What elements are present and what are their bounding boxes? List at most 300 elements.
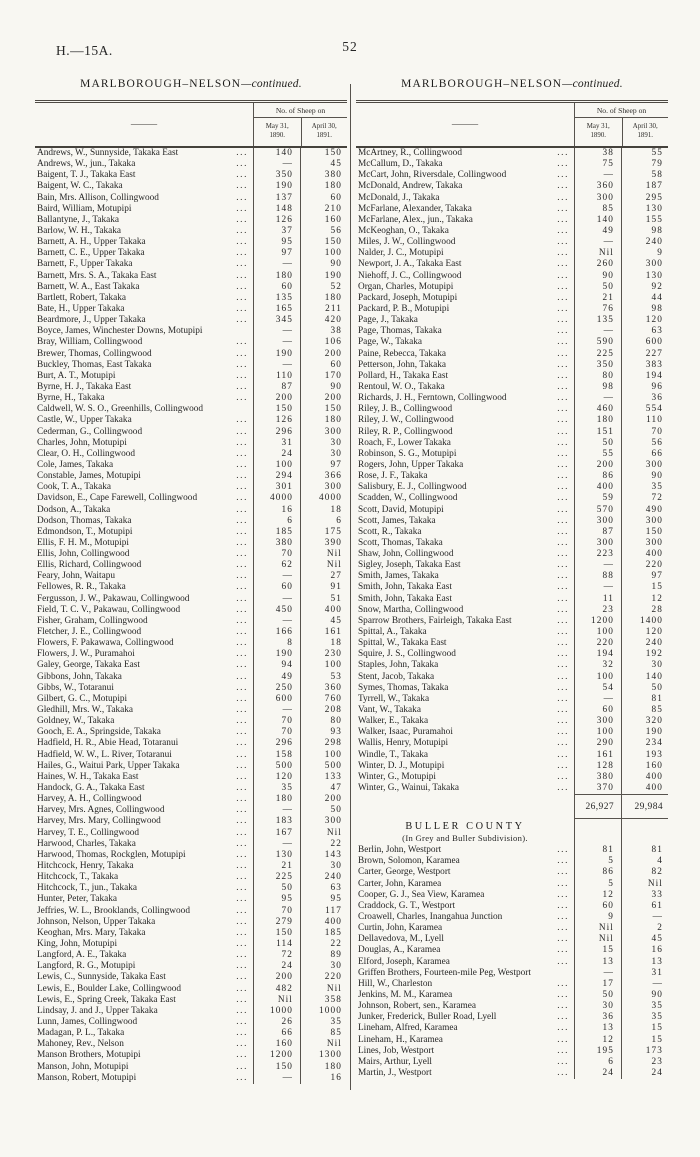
- header-col2-line1: April 30,: [311, 123, 337, 131]
- leader-dots: ...: [557, 638, 569, 649]
- leader-dots: ...: [557, 705, 569, 716]
- leader-dots: ...: [557, 214, 569, 225]
- owner-name-text: Rose, J. F., Takaka: [358, 471, 428, 482]
- table-row: [356, 1001, 668, 1012]
- sheep-count-1891: 760: [300, 694, 347, 705]
- table-row: [356, 170, 668, 181]
- leader-dots: ...: [236, 248, 248, 259]
- leader-dots: ...: [557, 671, 569, 682]
- owner-name: [35, 170, 253, 181]
- header-sheep-group: [574, 103, 668, 146]
- sheep-count-1890: 6: [574, 1057, 621, 1068]
- sheep-count-1891: 91: [300, 582, 347, 593]
- sheep-count-1890: 49: [574, 226, 621, 237]
- sheep-count-1890: 180: [574, 415, 621, 426]
- sheep-count-1890: 95: [253, 894, 300, 905]
- owner-name: [35, 482, 253, 493]
- owner-name-text: Hadfield, H. R., Abie Head, Totaranui: [37, 738, 179, 749]
- table-row: [35, 750, 347, 761]
- county-heading: BULLER COUNTY: [405, 821, 525, 833]
- owner-name-text: Croawell, Charles, Inangahua Junction: [358, 912, 503, 922]
- table-row: [35, 259, 347, 270]
- table-row: [35, 894, 347, 905]
- sheep-count-1891: 35: [300, 1017, 347, 1028]
- sheep-count-1890: 16: [253, 505, 300, 516]
- owner-name-text: Barnett, F., Upper Takaka: [37, 259, 133, 270]
- owner-name: [356, 856, 574, 867]
- header-col1-line1: May 31,: [586, 123, 610, 131]
- header-col-april-1891: [622, 118, 669, 146]
- table-row: [35, 727, 347, 738]
- leader-dots: ...: [557, 593, 569, 604]
- table-row: [356, 527, 668, 538]
- leader-dots: ...: [236, 1061, 248, 1072]
- sheep-count-1891: —: [621, 979, 668, 990]
- sheep-count-1890: 87: [253, 382, 300, 393]
- table-row: [356, 204, 668, 215]
- sheep-count-1890: 110: [253, 371, 300, 382]
- sheep-count-1890: —: [574, 694, 621, 705]
- owner-name-text: Johnson, Nelson, Upper Takaka: [37, 916, 156, 927]
- owner-name: [356, 716, 574, 727]
- owner-name: [35, 1062, 253, 1073]
- table-row: [35, 705, 347, 716]
- owner-name-text: Scadden, W., Collingwood: [358, 493, 458, 504]
- sheep-count-1891: 227: [621, 349, 668, 360]
- leader-dots: ...: [557, 912, 569, 922]
- owner-name-text: Burt, A. T., Motupipi: [37, 370, 116, 381]
- sheep-count-1891: 27: [300, 571, 347, 582]
- owner-name-text: Handock, G. A., Takaka East: [37, 783, 145, 794]
- sheep-count-1891: 150: [300, 404, 347, 415]
- table-title-region: MARLBOROUGH–NELSON: [80, 78, 242, 90]
- table-row: [35, 170, 347, 181]
- owner-name: [356, 282, 574, 293]
- table-row: [356, 293, 668, 304]
- right-column: [356, 78, 668, 1079]
- leader-dots: ...: [557, 956, 569, 967]
- owner-name-text: Flowers, J. W., Puramahoi: [37, 649, 135, 660]
- owner-name: [356, 415, 574, 426]
- leader-dots: ...: [557, 493, 569, 504]
- table-row: [35, 326, 347, 337]
- owner-name-text: Jenkins, M. M., Karamea: [358, 989, 453, 1000]
- sheep-count-1890: 300: [574, 193, 621, 204]
- owner-name: [35, 605, 253, 616]
- sheep-count-1890: 5: [574, 856, 621, 867]
- column-divider-rule: [350, 84, 351, 1090]
- sheep-count-1891: 383: [621, 360, 668, 371]
- table-row: [356, 259, 668, 270]
- leader-dots: ...: [236, 861, 248, 871]
- sheep-count-1890: 148: [253, 204, 300, 215]
- sheep-count-1890: 21: [253, 861, 300, 872]
- owner-name-text: Berlin, John, Westport: [358, 845, 442, 856]
- leader-dots: ...: [557, 471, 569, 482]
- owner-name: [35, 850, 253, 861]
- table-row: [35, 839, 347, 850]
- leader-dots: ...: [236, 504, 248, 515]
- sheep-count-1891: 63: [621, 326, 668, 337]
- sheep-count-1891: 185: [300, 928, 347, 939]
- owner-name: [35, 404, 253, 415]
- table-row: [35, 1039, 347, 1050]
- table-row: [35, 995, 347, 1006]
- sheep-count-1890: 260: [574, 259, 621, 270]
- owner-name: [35, 349, 253, 360]
- sheep-count-1891: 13: [621, 957, 668, 968]
- owner-name-text: Hadfield, W. W., L. River, Totaranui: [37, 749, 172, 760]
- sheep-count-1891: 130: [621, 204, 668, 215]
- leader-dots: ...: [236, 181, 248, 192]
- table-row: [35, 248, 347, 259]
- owner-name: [356, 193, 574, 204]
- sheep-count-1891: 1400: [621, 616, 668, 627]
- owner-name: [356, 968, 574, 979]
- sheep-count-1891: 143: [300, 850, 347, 861]
- owner-name: [356, 1068, 574, 1079]
- owner-name: [35, 972, 253, 983]
- sheep-count-1890: 24: [253, 449, 300, 460]
- owner-name: [35, 282, 253, 293]
- table-row: [356, 761, 668, 772]
- sheep-count-1890: 70: [253, 716, 300, 727]
- sheep-count-1890: —: [253, 1073, 300, 1084]
- owner-name-text: McFarlane, Alex., jun., Takaka: [358, 214, 473, 225]
- leader-dots: ...: [236, 671, 248, 682]
- table-row: [35, 371, 347, 382]
- table-row: [35, 1017, 347, 1028]
- owner-name: [356, 867, 574, 878]
- sheep-count-1891: 300: [621, 516, 668, 527]
- owner-name-text: Spittal, A., Takaka: [358, 627, 427, 638]
- owner-name-text: Hitchcock, T., Takaka: [37, 872, 119, 883]
- owner-name-text: Vant, W., Takaka: [358, 705, 421, 716]
- owner-name-text: Barnett, C. E., Upper Takaka: [37, 248, 145, 259]
- sheep-count-1890: 81: [574, 845, 621, 856]
- sheep-count-1890: 400: [574, 482, 621, 493]
- leader-dots: ...: [236, 437, 248, 448]
- sheep-count-1890: —: [253, 594, 300, 605]
- sheep-count-1891: 15: [621, 582, 668, 593]
- sheep-count-1890: 87: [574, 527, 621, 538]
- sheep-count-1891: 61: [621, 901, 668, 912]
- owner-name: [356, 360, 574, 371]
- owner-name: [35, 906, 253, 917]
- sheep-count-1890: 165: [253, 304, 300, 315]
- leader-dots: ...: [236, 927, 248, 938]
- sheep-count-1890: 35: [253, 783, 300, 794]
- table-row: [35, 571, 347, 582]
- sheep-count-1890: —: [574, 968, 621, 979]
- sheep-count-1890: 50: [574, 990, 621, 1001]
- leader-dots: ...: [236, 1050, 248, 1061]
- owner-name: [356, 293, 574, 304]
- sheep-count-1890: 158: [253, 750, 300, 761]
- table-row: [356, 616, 668, 627]
- table-row: [356, 979, 668, 990]
- table-row: [356, 934, 668, 945]
- owner-name-text: Smith, John, Takaka East: [358, 593, 452, 604]
- owner-name: [35, 750, 253, 761]
- owner-name-text: Packard, Joseph, Motupipi: [358, 292, 458, 303]
- table-row: [35, 237, 347, 248]
- leader-dots: ...: [236, 482, 248, 493]
- owner-name: [356, 912, 574, 923]
- leader-dots: ...: [236, 615, 248, 626]
- sheep-count-1891: 240: [621, 638, 668, 649]
- sheep-count-1890: 70: [253, 906, 300, 917]
- table-row: [356, 867, 668, 878]
- leader-dots: ...: [557, 1067, 569, 1078]
- table-row: [35, 538, 347, 549]
- owner-name-text: Cook, T. A., Takaka: [37, 482, 111, 493]
- sheep-count-1891: 24: [621, 1068, 668, 1079]
- owner-name: [356, 1012, 574, 1023]
- owner-name-text: Manson, John, Motupipi: [37, 1061, 129, 1072]
- sheep-count-1890: 500: [253, 761, 300, 772]
- sheep-count-1891: 90: [621, 990, 668, 1001]
- sheep-count-1890: 150: [253, 928, 300, 939]
- sheep-count-1891: 500: [300, 761, 347, 772]
- sheep-count-1890: —: [574, 393, 621, 404]
- owner-name-text: Elford, Joseph, Karamea: [358, 956, 450, 967]
- owner-name: [35, 181, 253, 192]
- sheep-count-1891: 81: [621, 694, 668, 705]
- table-row: [356, 901, 668, 912]
- table-row: [356, 694, 668, 705]
- page-number: 52: [342, 39, 358, 54]
- leader-dots: ...: [557, 348, 569, 359]
- owner-name: [35, 315, 253, 326]
- sheep-count-1890: 150: [253, 404, 300, 415]
- sheep-count-1891: 200: [300, 794, 347, 805]
- owner-name: [35, 337, 253, 348]
- owner-name: [356, 879, 574, 890]
- sheep-count-1890: 86: [574, 471, 621, 482]
- owner-name-text: Brewer, Thomas, Collingwood: [37, 348, 152, 359]
- owner-name: [35, 259, 253, 270]
- total-1891: 29,984: [621, 794, 668, 819]
- sheep-count-1891: 30: [300, 961, 347, 972]
- sheep-count-1891: 38: [300, 326, 347, 337]
- sheep-count-1891: 211: [300, 304, 347, 315]
- owner-name-text: Baird, William, Motupipi: [37, 203, 132, 214]
- header-name-dash: —: [131, 119, 157, 130]
- owner-name: [35, 527, 253, 538]
- owner-name-text: Dodson, A., Takaka: [37, 504, 111, 515]
- leader-dots: ...: [557, 303, 569, 314]
- header-sheep-label: No. of Sheep on: [575, 103, 668, 118]
- table-row: [356, 1068, 668, 1079]
- owner-name-text: Carter, George, Westport: [358, 867, 451, 878]
- owner-name: [35, 560, 253, 571]
- owner-name-text: Smith, John, Takaka East: [358, 582, 452, 593]
- subdivision-note: (In Grey and Buller Subdivision).: [402, 832, 528, 843]
- owner-name: [356, 945, 574, 956]
- sheep-count-1891: Nil: [300, 984, 347, 995]
- owner-name-text: Clear, O. H., Collingwood: [37, 448, 136, 459]
- sheep-count-1891: 60: [300, 193, 347, 204]
- owner-name-text: Baigent, T. J., Takaka East: [37, 170, 136, 181]
- table-row: [35, 505, 347, 516]
- sheep-count-1891: 44: [621, 293, 668, 304]
- sheep-count-1890: 60: [574, 901, 621, 912]
- owner-name-text: Galey, George, Takaka East: [37, 660, 140, 671]
- leader-dots: ...: [236, 237, 248, 248]
- owner-name: [356, 148, 574, 159]
- sheep-count-1890: 135: [574, 315, 621, 326]
- sheep-count-1891: 30: [621, 660, 668, 671]
- sheep-count-1891: 52: [300, 282, 347, 293]
- sheep-count-1891: 56: [300, 226, 347, 237]
- table-row: [35, 393, 347, 404]
- leader-dots: ...: [557, 760, 569, 771]
- leader-dots: ...: [236, 560, 248, 571]
- sheep-count-1891: 15: [621, 1035, 668, 1046]
- total-1890: 26,927: [574, 794, 621, 819]
- owner-name-text: Goldney, W., Takaka: [37, 716, 115, 727]
- sheep-count-1890: 23: [574, 605, 621, 616]
- table-row: [35, 794, 347, 805]
- sheep-count-1890: 38: [574, 148, 621, 159]
- owner-name-text: Curtin, John, Karamea: [358, 923, 443, 934]
- table-row: [35, 438, 347, 449]
- owner-name: [356, 683, 574, 694]
- table-row: [35, 1050, 347, 1061]
- header-col-may-1890: [575, 118, 622, 146]
- sheep-count-1891: 82: [621, 867, 668, 878]
- table-row: [35, 783, 347, 794]
- owner-name-text: Richards, J. H., Ferntown, Collingwood: [358, 393, 507, 404]
- table-row: [35, 427, 347, 438]
- owner-name-text: Edmondson, T., Motupipi: [37, 526, 133, 537]
- table-row: [35, 950, 347, 961]
- table-row: [35, 861, 347, 872]
- table-row: [356, 215, 668, 226]
- sheep-count-1890: —: [574, 560, 621, 571]
- table-row: [356, 638, 668, 649]
- table-row: [356, 471, 668, 482]
- owner-name: [35, 415, 253, 426]
- sheep-count-1890: 160: [253, 1039, 300, 1050]
- sheep-count-1890: 180: [253, 271, 300, 282]
- leader-dots: ...: [557, 571, 569, 582]
- sheep-count-1891: 45: [300, 159, 347, 170]
- owner-name: [356, 215, 574, 226]
- owner-name-text: Lindsay, J. and J., Upper Takaka: [37, 1005, 158, 1016]
- leader-dots: ...: [236, 214, 248, 225]
- owner-name: [35, 761, 253, 772]
- table-row: [356, 404, 668, 415]
- sheep-count-1890: Nil: [574, 923, 621, 934]
- sheep-count-1891: 192: [621, 649, 668, 660]
- sheep-count-1891: 173: [621, 1046, 668, 1057]
- owner-name-text: Harvey, Mrs. Mary, Collingwood: [37, 816, 161, 827]
- owner-name-text: Barnett, Mrs. S. A., Takaka East: [37, 270, 157, 281]
- sheep-count-1890: —: [253, 839, 300, 850]
- table-row: [356, 845, 668, 856]
- owner-name: [35, 204, 253, 215]
- leader-dots: ...: [557, 749, 569, 760]
- table-row: [356, 549, 668, 560]
- sheep-count-1890: 11: [574, 594, 621, 605]
- leader-dots: ...: [557, 381, 569, 392]
- table-row: [35, 193, 347, 204]
- sheep-count-1890: 570: [574, 505, 621, 516]
- sheep-count-1890: 88: [574, 571, 621, 582]
- owner-name: [35, 1006, 253, 1017]
- owner-name-text: McKeoghan, O., Takaka: [358, 225, 449, 236]
- table-row: [356, 945, 668, 956]
- leader-dots: ...: [236, 1005, 248, 1016]
- leader-dots: ...: [557, 615, 569, 626]
- sheep-count-1891: 45: [621, 934, 668, 945]
- owner-name-text: Gibbons, John, Takaka: [37, 671, 122, 682]
- sheep-count-1891: 400: [621, 772, 668, 783]
- leader-dots: ...: [557, 326, 569, 337]
- sheep-count-1890: 31: [253, 438, 300, 449]
- sheep-count-1890: 150: [253, 1062, 300, 1073]
- leader-dots: ...: [557, 192, 569, 203]
- sheep-count-1891: 300: [300, 482, 347, 493]
- owner-name: [35, 326, 253, 337]
- table-row: [356, 571, 668, 582]
- table-title-continued: —continued.: [562, 78, 623, 90]
- table-header: [356, 103, 668, 148]
- leader-dots: ...: [236, 203, 248, 214]
- table-row: [35, 649, 347, 660]
- owner-name-text: Carter, John, Karamea: [358, 878, 442, 889]
- sheep-count-1891: 300: [621, 460, 668, 471]
- owner-name-text: Langford, A. E., Takaka: [37, 950, 127, 961]
- table-row: [356, 337, 668, 348]
- table-row: [35, 828, 347, 839]
- sheep-count-1891: 33: [621, 890, 668, 901]
- table-row: [35, 939, 347, 950]
- owner-name: [356, 672, 574, 683]
- leader-dots: ...: [236, 259, 248, 270]
- sheep-count-1890: 85: [574, 204, 621, 215]
- owner-name: [35, 917, 253, 928]
- sheep-count-1890: 590: [574, 337, 621, 348]
- sheep-count-1891: 31: [621, 968, 668, 979]
- sheep-count-1891: 97: [300, 460, 347, 471]
- leader-dots: ...: [236, 916, 248, 927]
- table-row: [356, 415, 668, 426]
- owner-name: [35, 382, 253, 393]
- sheep-count-1890: 166: [253, 627, 300, 638]
- owner-name-text: Sparrow Brothers, Fairleigh, Takaka East: [358, 615, 512, 626]
- leader-dots: ...: [236, 682, 248, 693]
- sheep-count-1891: 380: [300, 170, 347, 181]
- owner-name-text: Page, Thomas, Takaka: [358, 326, 442, 337]
- sheep-count-1891: 160: [300, 215, 347, 226]
- owner-name-text: Petterson, John, Takaka: [358, 359, 446, 370]
- leader-dots: ...: [557, 727, 569, 738]
- leader-dots: ...: [236, 838, 248, 849]
- owner-name: [356, 460, 574, 471]
- owner-name-text: Riley, J. W., Collingwood: [358, 415, 454, 426]
- table-row: [35, 917, 347, 928]
- table-row: [35, 337, 347, 348]
- owner-name: [356, 979, 574, 990]
- owner-name: [356, 315, 574, 326]
- table-row: [35, 215, 347, 226]
- owner-name: [35, 783, 253, 794]
- owner-name-text: McDonald, Andrew, Takaka: [358, 181, 463, 192]
- leader-dots: ...: [557, 237, 569, 248]
